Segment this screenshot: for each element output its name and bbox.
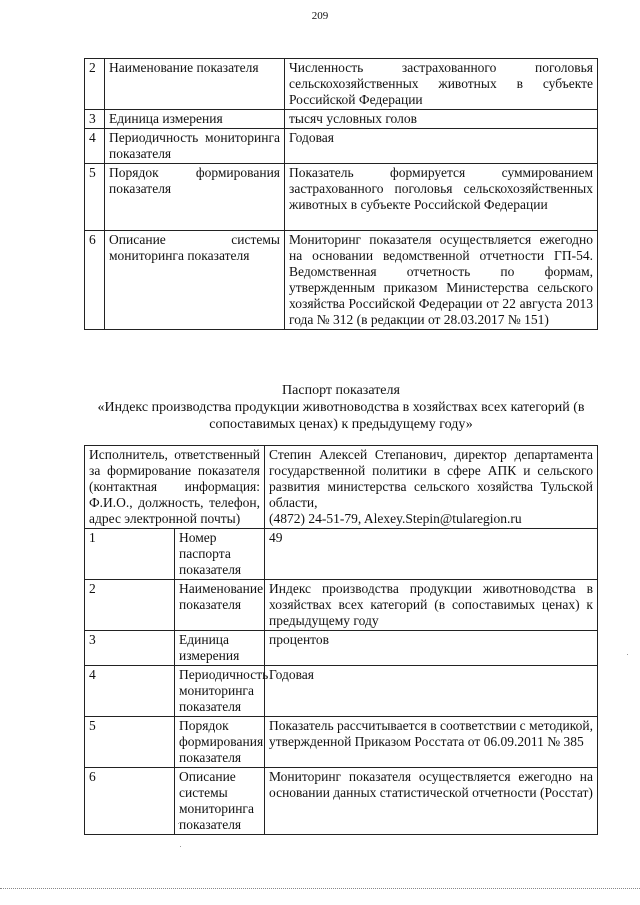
table-row [85,768,598,835]
row-number: 2 [85,59,105,110]
row-value: Мониторинг показателя осуществляется ежегодно на основании ведомственной отчетности ГП-54. Ведомственная отчетность по формам, утвержденным приказом Министерства сельского хозяйства Российской Федерации от 22 августа 2013 года № 312 (в редакции от 28.03.2017 № 151) [285,231,598,330]
row-value: Мониторинг показателя осуществляется ежегодно на основании данных статистической отчетности (Росстат) [265,768,598,835]
row-value: Индекс производства продукции животноводства в хозяйствах всех категорий (в сопоставимых ценах) к предыдущему году [265,580,598,631]
row-number: 4 [85,666,175,717]
table-row [85,129,598,164]
row-value: Годовая [265,666,598,717]
passport-title: Паспорт показателя [282,383,400,398]
table-row [85,110,598,129]
table-row-executor [85,446,598,529]
row-value: тысяч условных голов [285,110,598,129]
table-row [85,580,598,631]
row-value: процентов [265,631,598,666]
row-value: Годовая [285,129,598,164]
executor-label: Исполнитель, ответственный за формирование показателя (контактная информация: Ф.И.О., должность, телефон, адрес электронной почты) [85,446,265,529]
row-label: Описание системы мониторинга показателя [175,768,265,835]
row-number: 6 [85,768,175,835]
row-label: Периодичность мониторинга показателя [175,666,265,717]
row-number: 3 [85,631,175,666]
table-row [85,666,598,717]
row-number: 4 [85,129,105,164]
row-label: Описание системы мониторинга показателя [105,231,285,330]
row-label: Периодичность мониторинга показателя [105,129,285,164]
row-label: Порядок формирования показателя [175,717,265,768]
row-number: 5 [85,164,105,231]
row-number: 1 [85,529,175,580]
row-label: Номер паспорта показателя [175,529,265,580]
table-row [85,231,598,330]
indicator-table-1 [84,58,598,330]
scan-speck [627,654,628,655]
executor-contact: (4872) 24-51-79, Alexey.Stepin@tularegion.ru [269,511,522,526]
indicator-passport-table [84,445,598,835]
scan-speck [180,846,181,847]
executor-cell [265,446,598,529]
row-value: Показатель формируется суммированием застрахованного поголовья сельскохозяйственных животных в субъекте Российской Федерации [285,164,598,231]
row-value: 49 [265,529,598,580]
page-number: 209 [311,10,329,22]
row-label: Единица измерения [105,110,285,129]
row-label: Наименование показателя [175,580,265,631]
table-row [85,631,598,666]
table-row [85,717,598,768]
row-number: 3 [85,110,105,129]
row-label: Единица измерения [175,631,265,666]
passport-heading [84,382,598,433]
executor-value: Степин Алексей Степанович, директор департамента государственной политики в сфере АПК и сельского развития министерства сельского хозяйства Тульской области, [269,447,593,510]
row-number: 2 [85,580,175,631]
passport-subtitle: «Индекс производства продукции животноводства в хозяйствах всех категорий (в сопоставимых ценах) к предыдущему году» [97,400,585,432]
row-number: 6 [85,231,105,330]
row-value: Численность застрахованного поголовья сельскохозяйственных животных в субъекте Российской Федерации [285,59,598,110]
row-number: 5 [85,717,175,768]
table-row [85,164,598,231]
row-label: Порядок формирования показателя [105,164,285,231]
scan-edge-dots [0,888,640,891]
table-row [85,59,598,110]
row-label: Наименование показателя [105,59,285,110]
table-row [85,529,598,580]
row-value: Показатель рассчитывается в соответствии с методикой, утвержденной Приказом Росстата от 06.09.2011 № 385 [265,717,598,768]
scan-speck [178,823,179,824]
